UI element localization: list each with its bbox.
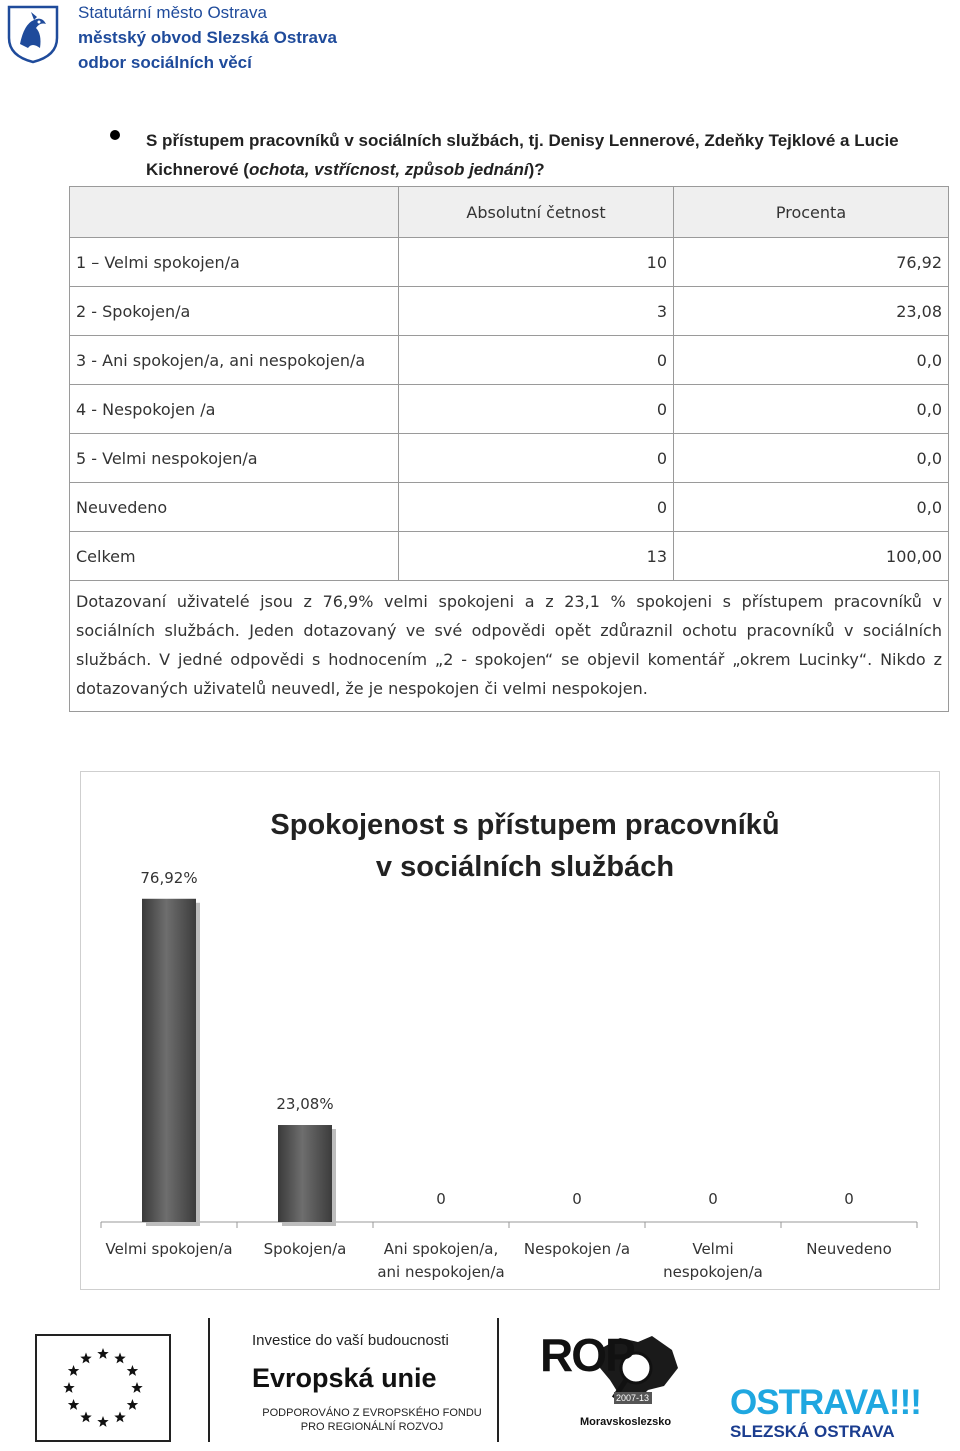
- bar: [142, 899, 196, 1222]
- eu-star-icon: [80, 1353, 91, 1364]
- x-tick-label: Nespokojen /a: [523, 1240, 631, 1258]
- bar: [278, 1125, 332, 1222]
- x-tick-label: ani nespokojen/a: [377, 1263, 505, 1281]
- rop-badge: 2007-13: [616, 1393, 650, 1403]
- question-text-end: )?: [528, 160, 545, 179]
- rop-logo: [540, 1328, 690, 1438]
- table-row: [70, 385, 949, 434]
- data-label: 0: [708, 1190, 718, 1208]
- table-header-percent: Procenta: [674, 187, 949, 238]
- row-percent: 76,92: [674, 238, 949, 287]
- data-label: 0: [572, 1190, 582, 1208]
- eu-text-block: [252, 1332, 492, 1434]
- bar-chart: [80, 771, 940, 1290]
- row-percent: 100,00: [674, 532, 949, 581]
- row-label: 3 - Ani spokojen/a, ani nespokojen/a: [70, 336, 399, 385]
- data-label: 0: [436, 1190, 446, 1208]
- row-percent: 0,0: [674, 385, 949, 434]
- x-tick-label: nespokojen/a: [663, 1263, 763, 1281]
- table-header-count: Absolutní četnost: [399, 187, 674, 238]
- x-tick-label: Velmi spokojen/a: [105, 1240, 233, 1258]
- table-header-row: [70, 187, 949, 238]
- ostrava-logo: [730, 1384, 921, 1442]
- rop-wordmark: ROP: [540, 1329, 634, 1381]
- data-label: 0: [844, 1190, 854, 1208]
- table-row: [70, 238, 949, 287]
- eu-star-icon: [68, 1365, 79, 1376]
- footer-divider: [497, 1318, 499, 1442]
- row-label: 4 - Nespokojen /a: [70, 385, 399, 434]
- chart-title-line: Spokojenost s přístupem pracovníků: [270, 809, 780, 841]
- eu-star-icon: [127, 1365, 138, 1376]
- table-row: [70, 483, 949, 532]
- row-count: 0: [399, 385, 674, 434]
- eu-star-icon: [68, 1399, 79, 1410]
- page-footer: [0, 1318, 960, 1451]
- x-tick-label: Ani spokojen/a,: [383, 1240, 499, 1258]
- eu-star-icon: [127, 1399, 138, 1410]
- question-text: [146, 126, 946, 184]
- x-tick-label: Spokojen/a: [263, 1240, 347, 1258]
- eu-slogan: Investice do vaší budoucnosti: [252, 1332, 449, 1349]
- row-percent: 0,0: [674, 483, 949, 532]
- bullet-point: [110, 130, 120, 140]
- row-label: Celkem: [70, 532, 399, 581]
- row-percent: 0,0: [674, 336, 949, 385]
- row-count: 0: [399, 434, 674, 483]
- eu-flag-logo: [35, 1334, 171, 1442]
- x-tick-label: Velmi: [692, 1240, 734, 1258]
- header-city: Statutární město Ostrava: [78, 3, 267, 22]
- eu-star-icon: [80, 1411, 91, 1422]
- data-label: 23,08%: [276, 1095, 334, 1114]
- eu-fund-line1: PODPOROVÁNO Z EVROPSKÉHO FONDU: [262, 1407, 482, 1419]
- ostrava-wordmark: OSTRAVA!!!: [730, 1383, 921, 1422]
- frequency-table: [69, 186, 949, 712]
- page-header: [0, 0, 960, 80]
- footer-divider: [208, 1318, 210, 1442]
- row-count: 10: [399, 238, 674, 287]
- row-label: 2 - Spokojen/a: [70, 287, 399, 336]
- row-count: 0: [399, 483, 674, 532]
- table-row: [70, 434, 949, 483]
- row-count: 13: [399, 532, 674, 581]
- eu-fund-line2: PRO REGIONÁLNÍ ROZVOJ: [300, 1421, 444, 1433]
- row-percent: 23,08: [674, 287, 949, 336]
- eu-star-icon: [131, 1382, 142, 1393]
- row-count: 3: [399, 287, 674, 336]
- eu-star-icon: [97, 1348, 108, 1359]
- bar-chart-svg: [81, 772, 939, 1289]
- row-label: 1 – Velmi spokojen/a: [70, 238, 399, 287]
- data-label: 76,92%: [140, 868, 198, 887]
- eu-star-icon: [97, 1416, 108, 1427]
- header-district: městský obvod Slezská Ostrava: [78, 28, 337, 47]
- eu-star-icon: [114, 1353, 125, 1364]
- ostrava-subtitle: SLEZSKÁ OSTRAVA: [730, 1422, 895, 1441]
- row-label: Neuvedeno: [70, 483, 399, 532]
- table-note: Dotazovaní uživatelé jsou z 76,9% velmi spokojeni a z 23,1 % spokojeni s přístupem pracovníků v sociálních službách. Jeden dotazovaný ve své odpovědi opět zdůraznil ochotu pracovníků v sociálních službách. V jedné odpovědi s hodnocením „2 - spokojen“ se objevil komentář „okrem Lucinky“. Nikdo z dotazovaných uživatelů neuvedl, že je nespokojen či velmi nespokojen.: [70, 581, 949, 712]
- row-count: 0: [399, 336, 674, 385]
- question-text-main: S přístupem pracovníků v sociálních službách, tj. Denisy Lennerové, Zdeňky Tejklové a Lucie Kichnerové (: [146, 131, 899, 179]
- table-row: [70, 287, 949, 336]
- eu-stars-icon: [37, 1336, 169, 1440]
- row-label: 5 - Velmi nespokojen/a: [70, 434, 399, 483]
- eu-star-icon: [114, 1411, 125, 1422]
- table-row-total: [70, 532, 949, 581]
- header-department: odbor sociálních věcí: [78, 53, 252, 72]
- table-header-empty: [70, 187, 399, 238]
- chart-title-line: v sociálních službách: [375, 851, 675, 883]
- x-tick-label: Neuvedeno: [806, 1240, 892, 1258]
- table-note-row: [70, 581, 949, 712]
- rop-region: Moravskoslezsko: [580, 1416, 672, 1428]
- question-text-italic: ochota, vstřícnost, způsob jednání: [248, 160, 529, 179]
- eu-fund-text: [252, 1406, 492, 1434]
- row-percent: 0,0: [674, 434, 949, 483]
- eu-title: Evropská unie: [252, 1363, 437, 1393]
- city-crest-icon: [6, 4, 60, 64]
- table-row: [70, 336, 949, 385]
- eu-star-icon: [63, 1382, 74, 1393]
